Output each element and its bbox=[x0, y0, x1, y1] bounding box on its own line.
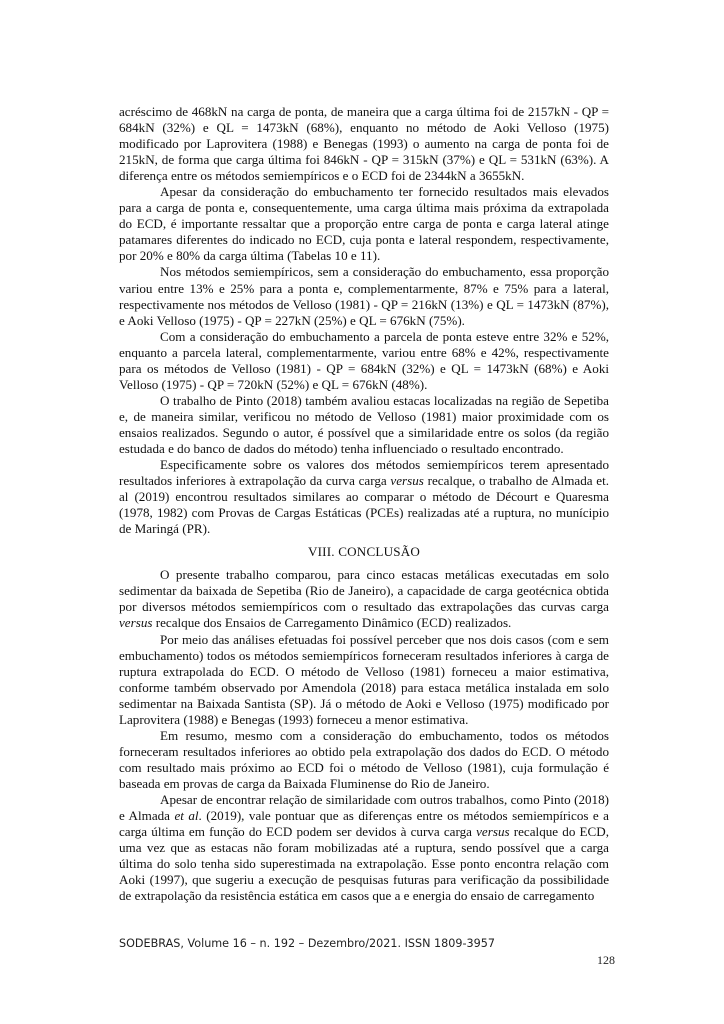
text-span: Especificamente sobre os valores dos métodos semiempíricos terem apresentado resultados inferiores à extrapolação da curva carga bbox=[119, 457, 609, 489]
paragraph bbox=[119, 792, 609, 904]
paragraph: O trabalho de Pinto (2018) também avaliou estacas localizadas na região de Sepetiba e, de maneira similar, verificou no método de Velloso (1981) maior proximidade com os ensaios realizados. Segundo o autor, é possível que a similaridade entre os solos (da região estudada e do banco de dados do método) tenha influenciado o resultado encontrado. bbox=[119, 392, 609, 456]
paragraph bbox=[119, 567, 609, 631]
journal-footer: SODEBRAS, Volume 16 – n. 192 – Dezembro/2021. ISSN 1809-3957 bbox=[119, 937, 496, 950]
text-span: O presente trabalho comparou, para cinco estacas metálicas executadas em solo sedimentar da baixada de Sepetiba (Rio de Janeiro), a capacidade de carga geotécnica obtida por diversos métodos semiempíricos com o resultado das extrapolações das curvas carga bbox=[119, 567, 609, 615]
paragraph: Nos métodos semiempíricos, sem a consideração do embuchamento, essa proporção variou entre 13% e 25% para a ponta e, complementarmente, 87% e 75% para a lateral, respectivamente nos métodos de Velloso (1981) - QP = 216kN (13%) e QL = 1473kN (87%), e Aoki Velloso (1975) - QP = 227kN (25%) e QL = 676kN (75%). bbox=[119, 264, 609, 328]
paragraph: Por meio das análises efetuadas foi possível perceber que nos dois casos (com e sem embuchamento) todos os métodos semiempíricos forneceram resultados inferiores à carga de ruptura extrapolada do ECD. O método de Velloso (1981) forneceu a maior estimativa, conforme também observado por Amendola (2018) para estaca metálica instalada em solo sedimentar na Baixada Santista (SP). Já o método de Aoki e Velloso (1975) modificado por Laprovitera (1988) e Benegas (1993) forneceu a menor estimativa. bbox=[119, 631, 609, 727]
body-text bbox=[119, 104, 609, 904]
text-span: recalque dos Ensaios de Carregamento Dinâmico (ECD) realizados. bbox=[152, 615, 512, 631]
italic-text: versus bbox=[390, 473, 424, 489]
text-span: Apesar de encontrar relação de similaridade com outros trabalhos, como Pinto (2018) e Almada bbox=[119, 791, 609, 824]
paragraph: acréscimo de 468kN na carga de ponta, de maneira que a carga última foi de 2157kN - QP = 684kN (32%) e QL = 1473kN (68%), enquanto no método de Aoki Velloso (1975) modificado por Laprovitera (1988) e Benegas (1993) o aumento na carga de ponta foi de 215kN, de forma que carga última foi 846kN - QP = 315kN (37%) e QL = 531kN (63%). A diferença entre os métodos semiempíricos e o ECD foi de 2344kN a 3655kN. bbox=[119, 104, 609, 184]
paragraph: Com a consideração do embuchamento a parcela de ponta esteve entre 32% e 52%, enquanto a parcela lateral, complementarmente, variou entre 68% e 42%, respectivamente para os métodos de Velloso (1981) - QP = 684kN (32%) e QL = 1473kN (68%) e Aoki Velloso (1975) - QP = 720kN (52%) e QL = 676kN (48%). bbox=[119, 328, 609, 392]
text-span: . (2019), vale pontuar que as diferenças entre os métodos semiempíricos e a carga última em função do ECD podem ser devidos à curva carga bbox=[119, 808, 609, 840]
text-span: recalque, o trabalho de Almada et. al (2019) encontrou resultados similares ao comparar o método de Décourt e Quaresma (1978, 1982) com Provas de Cargas Estáticas (PCEs) realizadas até a ruptura, no munícipio de Maringá (PR). bbox=[119, 473, 609, 537]
paragraph: Em resumo, mesmo com a consideração do embuchamento, todos os métodos forneceram resultados inferiores ao obtido pela extrapolação dos dados do ECD. O método com resultado mais próximo ao ECD foi o método de Velloso (1981), cuja formulação é baseada em provas de carga da Baixada Fluminense do Rio de Janeiro. bbox=[119, 727, 609, 791]
text-span: recalque do ECD, uma vez que as estacas não foram mobilizadas até a ruptura, sendo possível que a carga última do solo tenha sido superestimada na extrapolação. Esse ponto encontra relação com Aoki (1997), que sugeriu a execução de pesquisas futuras para verificação da possibilidade de extrapolação da resistência estática em casos que a e energia do ensaio de carregamento bbox=[119, 824, 609, 904]
paragraph bbox=[119, 457, 609, 537]
italic-text: versus bbox=[476, 824, 510, 840]
section-heading: VIII. CONCLUSÃO bbox=[307, 544, 421, 560]
paragraph: Apesar da consideração do embuchamento ter fornecido resultados mais elevados para a carga de ponta e, consequentemente, uma carga última mais próxima da extrapolada do ECD, é importante ressaltar que a proporção entre carga de ponta e carga lateral atinge patamares diferentes do indicado no ECD, cuja ponta e lateral respondem, respectivamente, por 20% e 80% da carga última (Tabelas 10 e 11). bbox=[119, 184, 609, 264]
italic-text: et al bbox=[174, 808, 199, 824]
page-number: 128 bbox=[597, 953, 615, 967]
italic-text: versus bbox=[119, 615, 153, 631]
